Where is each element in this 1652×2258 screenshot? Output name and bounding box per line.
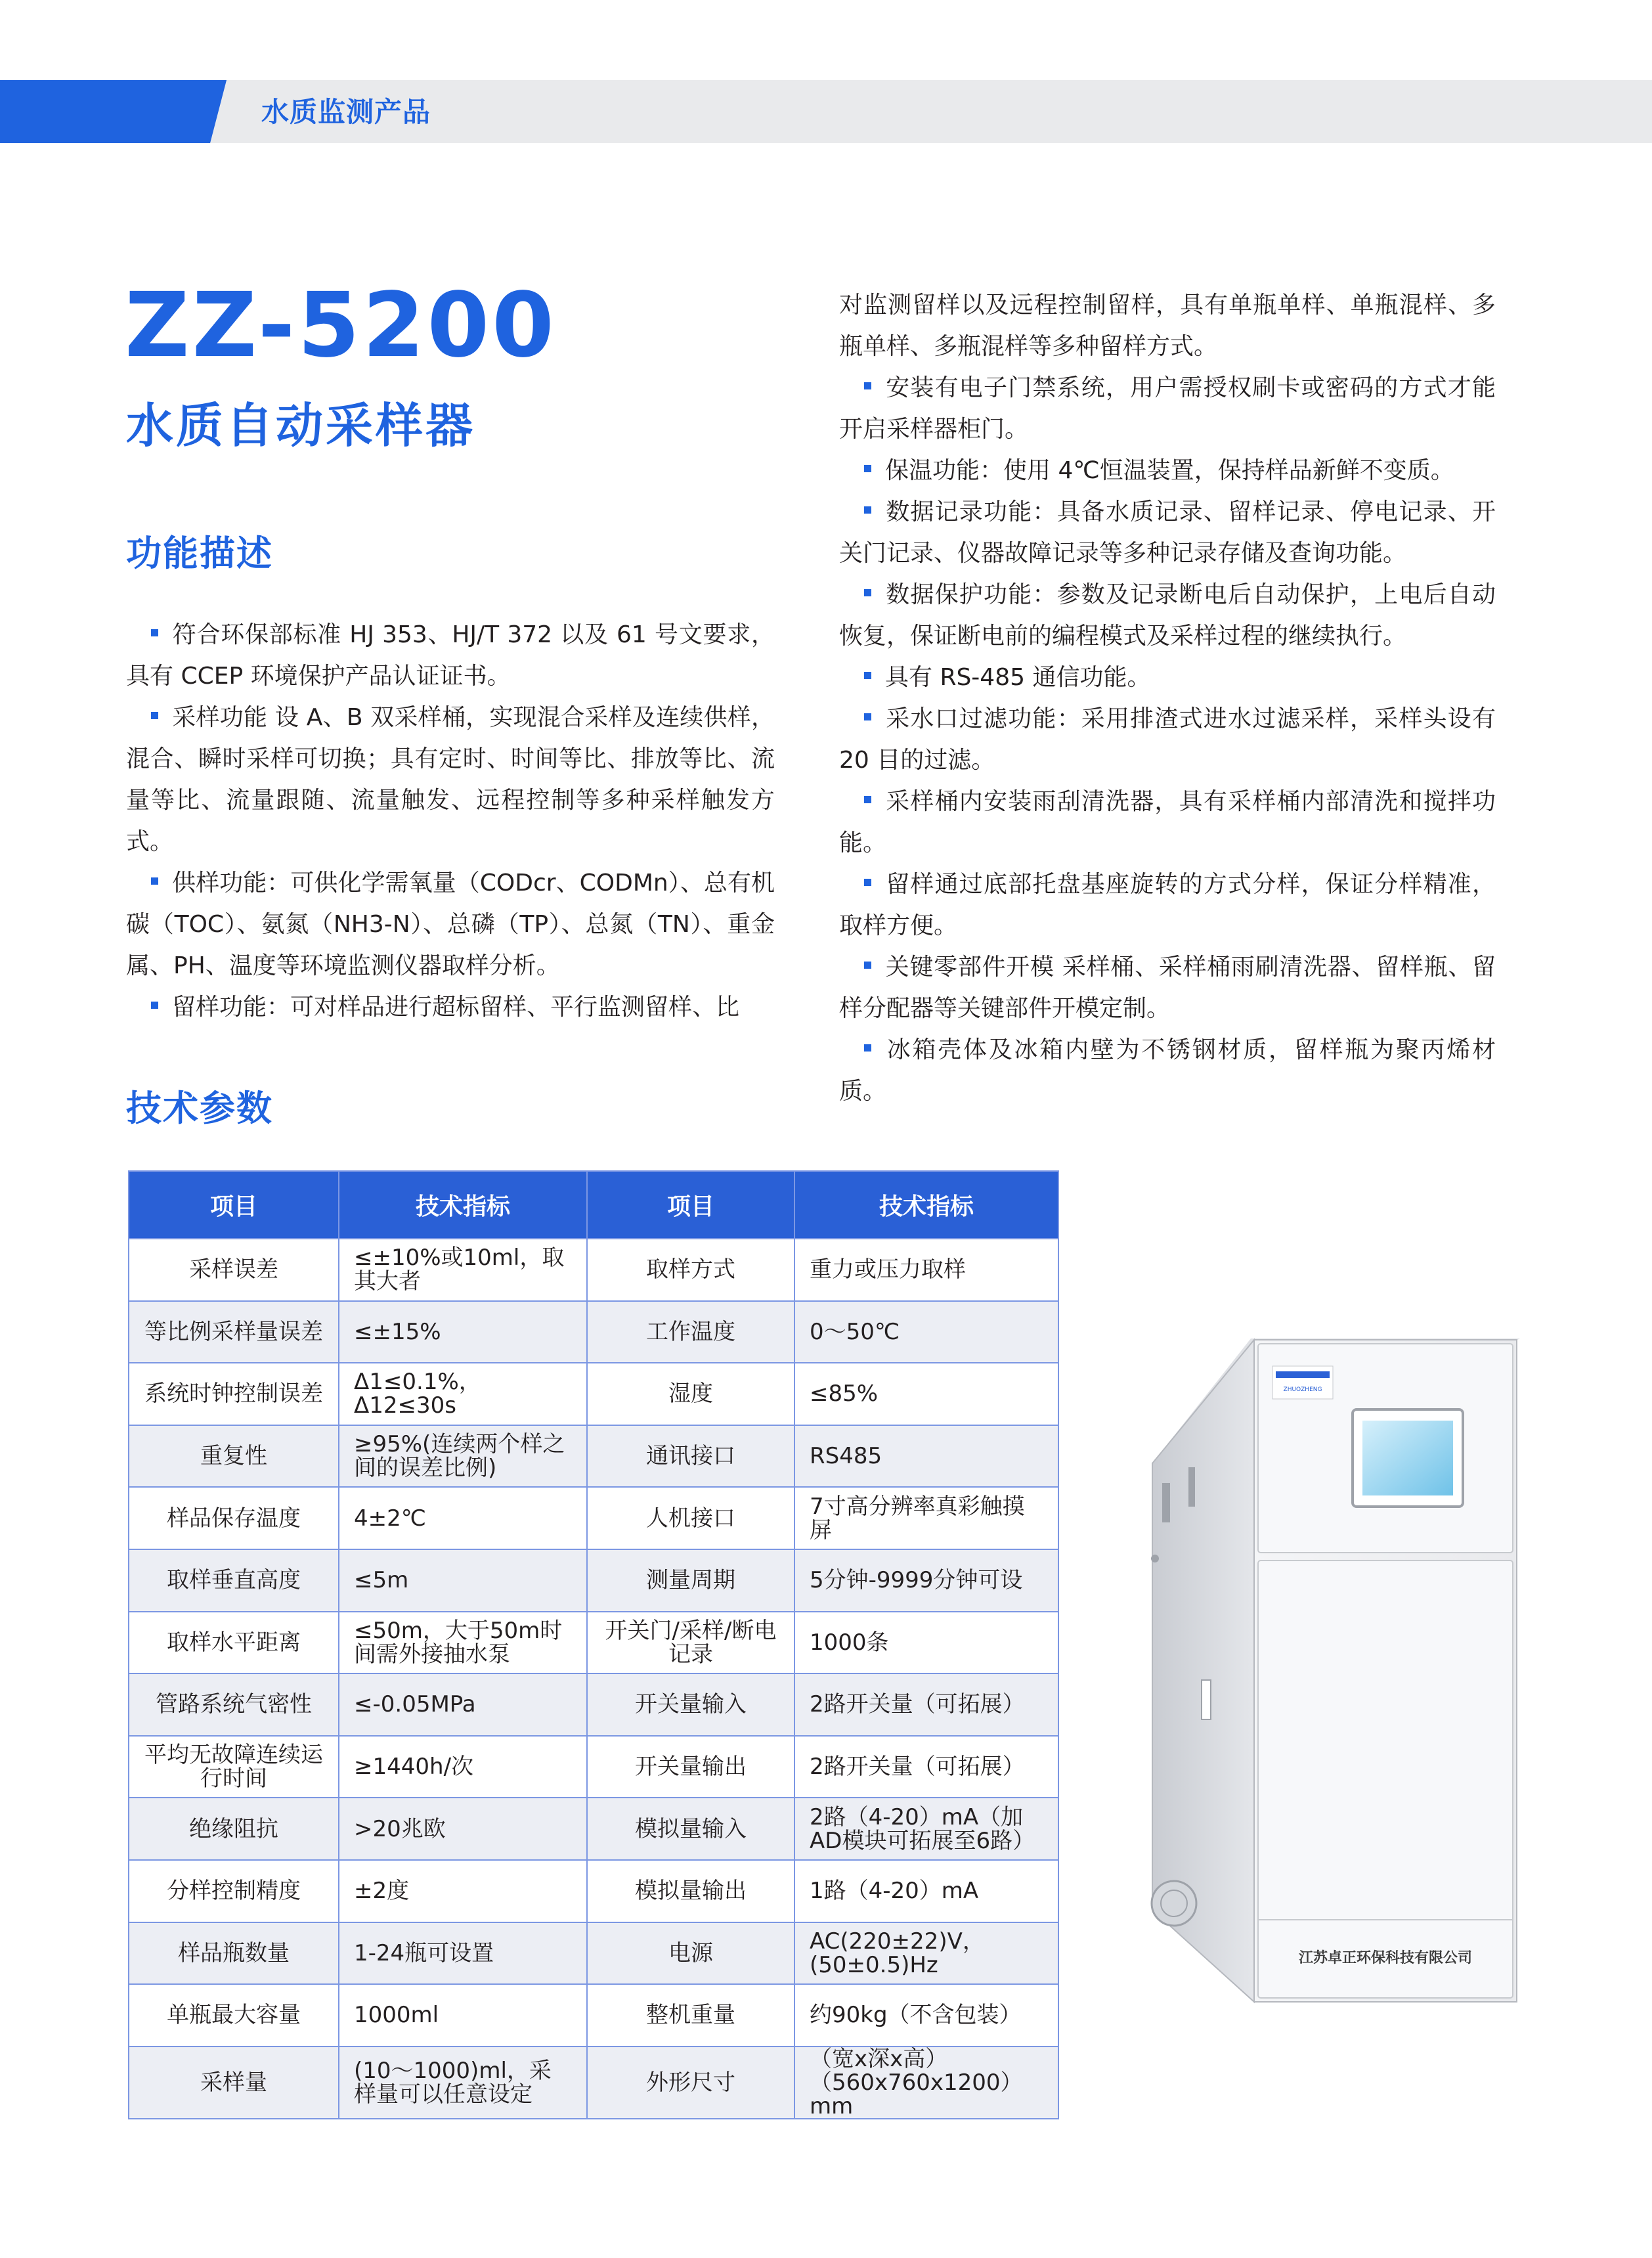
- spec-item-cell: 电源: [587, 1922, 794, 1985]
- table-row: [129, 1736, 1058, 1798]
- spec-value-cell: 7寸高分辨率真彩触摸屏: [794, 1487, 1058, 1549]
- table-row: [129, 1673, 1058, 1736]
- product-model: ZZ-5200: [125, 274, 557, 378]
- spec-table-body: [129, 1239, 1058, 2119]
- header-item: 项目: [587, 1171, 794, 1239]
- header-item: 项目: [129, 1171, 339, 1239]
- spec-value-cell: ≥95%(连续两个样之间的误差比例): [339, 1425, 587, 1488]
- table-row: [129, 1984, 1058, 2047]
- spec-item-cell: 湿度: [587, 1363, 794, 1425]
- spec-item-cell: 单瓶最大容量: [129, 1984, 339, 2047]
- spec-item-cell: 取样方式: [587, 1239, 794, 1301]
- spec-item-cell: 样品保存温度: [129, 1487, 339, 1549]
- table-row: [129, 1798, 1058, 1860]
- feature-text: 安装有电子门禁系统，用户需授权刷卡或密码的方式才能开启采样器柜门。: [839, 374, 1496, 443]
- feature-text: 对监测留样以及远程控制留样，具有单瓶单样、单瓶混样、多瓶单样、多瓶混样等多种留样方式。: [839, 292, 1496, 360]
- spec-item-cell: 整机重量: [587, 1984, 794, 2047]
- spec-value-cell: ≥1440h/次: [339, 1736, 587, 1798]
- feature-paragraph: [839, 698, 1496, 781]
- spec-item-cell: 测量周期: [587, 1549, 794, 1612]
- feature-text: 留样通过底部托盘基座旋转的方式分样，保证分样精准，取样方便。: [839, 871, 1496, 939]
- product-photo: [1142, 1325, 1530, 2015]
- feature-paragraph: [839, 574, 1496, 657]
- bullet-icon: [151, 877, 158, 885]
- spec-value-cell: 4±2℃: [339, 1487, 587, 1549]
- spec-value-cell: >20兆欧: [339, 1798, 587, 1860]
- feature-text: 供样功能：可供化学需氧量（CODcr、CODMn）、总有机碳（TOC）、氨氮（NH3-N）、总磷（TP）、总氮（TN）、重金属、PH、温度等环境监测仪器取样分析。: [126, 870, 775, 979]
- company-label-text: 江苏卓正环保科技有限公司: [1298, 1950, 1473, 1966]
- feature-paragraph: [126, 862, 775, 986]
- spec-item-cell: 管路系统气密性: [129, 1673, 339, 1736]
- feature-text: 数据保护功能：参数及记录断电后自动保护，上电后自动恢复，保证断电前的编程模式及采样过程的继续执行。: [839, 581, 1496, 650]
- bullet-icon: [864, 672, 871, 679]
- spec-value-cell: ≤5m: [339, 1549, 587, 1612]
- feature-paragraph: [839, 450, 1496, 491]
- table-row: [129, 1239, 1058, 1301]
- spec-item-cell: 模拟量输入: [587, 1798, 794, 1860]
- feature-paragraph: [839, 864, 1496, 946]
- spec-value-cell: ≤±10%或10ml，取其大者: [339, 1239, 587, 1301]
- spec-value-cell: ±2度: [339, 1860, 587, 1922]
- header-spec: 技术指标: [794, 1171, 1058, 1239]
- table-row: [129, 2047, 1058, 2119]
- table-row: [129, 1363, 1058, 1425]
- feature-paragraph: [839, 491, 1496, 574]
- table-row: [129, 1549, 1058, 1612]
- feature-paragraph: [839, 1029, 1496, 1112]
- spec-item-cell: 重复性: [129, 1425, 339, 1488]
- table-row: [129, 1425, 1058, 1488]
- spec-item-cell: 人机接口: [587, 1487, 794, 1549]
- spec-item-cell: 工作温度: [587, 1301, 794, 1363]
- screen-badge-text: ZHUOZHENG: [1283, 1386, 1322, 1393]
- spec-value-cell: 1路（4-20）mA: [794, 1860, 1058, 1922]
- bullet-icon: [864, 713, 871, 720]
- feature-text: 采样桶内安装雨刮清洗器，具有采样桶内部清洗和搅拌功能。: [839, 788, 1496, 856]
- spec-item-cell: 通讯接口: [587, 1425, 794, 1488]
- table-header-row: [129, 1171, 1058, 1239]
- bullet-icon: [864, 796, 871, 803]
- spec-section-title: 技术参数: [126, 1088, 273, 1129]
- features-right-column: [839, 284, 1496, 1112]
- header-spec: 技术指标: [339, 1171, 587, 1239]
- feature-text: 保温功能：使用 4℃恒温装置，保持样品新鲜不变质。: [885, 457, 1454, 484]
- spec-item-cell: 取样水平距离: [129, 1612, 339, 1674]
- spec-value-cell: RS485: [794, 1425, 1058, 1488]
- feature-text: 数据记录功能：具备水质记录、留样记录、停电记录、开关门记录、仪器故障记录等多种记录存储及查询功能。: [839, 498, 1496, 567]
- table-row: [129, 1301, 1058, 1363]
- feature-text: 符合环保部标准 HJ 353、HJ/T 372 以及 61 号文要求，具有 CCEP 环境保护产品认证证书。: [126, 621, 775, 690]
- feature-paragraph: [839, 284, 1496, 367]
- table-row: [129, 1487, 1058, 1549]
- spec-item-cell: 外形尺寸: [587, 2047, 794, 2119]
- spec-item-cell: 采样量: [129, 2047, 339, 2119]
- feature-text: 冰箱壳体及冰箱内壁为不锈钢材质，留样瓶为聚丙烯材质。: [839, 1036, 1496, 1105]
- spec-value-cell: 5分钟-9999分钟可设: [794, 1549, 1058, 1612]
- spec-value-cell: ≤-0.05MPa: [339, 1673, 587, 1736]
- spec-value-cell: 1-24瓶可设置: [339, 1922, 587, 1985]
- spec-item-cell: 开关量输入: [587, 1673, 794, 1736]
- function-section-title: 功能描述: [126, 533, 273, 574]
- spec-item-cell: 样品瓶数量: [129, 1922, 339, 1985]
- spec-item-cell: 开关门/采样/断电记录: [587, 1612, 794, 1674]
- header-accent: [0, 80, 227, 143]
- feature-text: 采水口过滤功能：采用排渣式进水过滤采样，采样头设有 20 目的过滤。: [839, 705, 1496, 774]
- feature-paragraph: [839, 657, 1496, 698]
- spec-item-cell: 平均无故障连续运行时间: [129, 1736, 339, 1798]
- spec-table: [128, 1170, 1059, 2119]
- category-title: 水质监测产品: [261, 96, 431, 128]
- feature-text: 具有 RS-485 通信功能。: [885, 664, 1151, 691]
- spec-value-cell: （宽x深x高）（560x760x1200）mm: [794, 2047, 1058, 2119]
- feature-paragraph: [839, 946, 1496, 1029]
- spec-item-cell: 采样误差: [129, 1239, 339, 1301]
- feature-paragraph: [839, 367, 1496, 450]
- feature-paragraph: [126, 614, 775, 697]
- spec-value-cell: ≤85%: [794, 1363, 1058, 1425]
- spec-item-cell: 分样控制精度: [129, 1860, 339, 1922]
- bullet-icon: [151, 629, 158, 636]
- spec-value-cell: 0～50℃: [794, 1301, 1058, 1363]
- bullet-icon: [864, 382, 871, 389]
- bullet-icon: [151, 712, 158, 719]
- bullet-icon: [864, 506, 871, 514]
- spec-value-cell: 2路开关量（可拓展）: [794, 1736, 1058, 1798]
- bullet-icon: [864, 962, 871, 969]
- header-band: [0, 80, 1652, 143]
- spec-value-cell: 1000ml: [339, 1984, 587, 2047]
- spec-value-cell: ≤±15%: [339, 1301, 587, 1363]
- bullet-icon: [151, 1002, 158, 1009]
- bullet-icon: [864, 879, 871, 886]
- bullet-icon: [864, 1044, 871, 1052]
- spec-value-cell: 1000条: [794, 1612, 1058, 1674]
- spec-value-cell: (10～1000)ml，采样量可以任意设定: [339, 2047, 587, 2119]
- spec-value-cell: AC(220±22)V，(50±0.5)Hz: [794, 1922, 1058, 1985]
- feature-paragraph: [126, 986, 775, 1028]
- spec-item-cell: 开关量输出: [587, 1736, 794, 1798]
- spec-item-cell: 绝缘阻抗: [129, 1798, 339, 1860]
- bullet-icon: [864, 465, 871, 472]
- bullet-icon: [864, 589, 871, 596]
- spec-item-cell: 系统时钟控制误差: [129, 1363, 339, 1425]
- features-left-column: [126, 614, 775, 1028]
- spec-item-cell: 等比例采样量误差: [129, 1301, 339, 1363]
- table-row: [129, 1612, 1058, 1674]
- feature-text: 采样功能 设 A、B 双采样桶，实现混合采样及连续供样，混合、瞬时采样可切换；具有定时、时间等比、排放等比、流量等比、流量跟随、流量触发、远程控制等多种采样触发方式。: [126, 704, 775, 855]
- spec-value-cell: 2路（4-20）mA（加AD模块可拓展至6路）: [794, 1798, 1058, 1860]
- feature-text: 留样功能：可对样品进行超标留样、平行监测留样、比: [172, 994, 740, 1021]
- feature-paragraph: [126, 697, 775, 862]
- product-name: 水质自动采样器: [126, 398, 476, 453]
- spec-value-cell: 2路开关量（可拓展）: [794, 1673, 1058, 1736]
- spec-value-cell: 约90kg（不含包装）: [794, 1984, 1058, 2047]
- spec-value-cell: ≤50m，大于50m时间需外接抽水泵: [339, 1612, 587, 1674]
- spec-value-cell: Δ1≤0.1%，Δ12≤30s: [339, 1363, 587, 1425]
- spec-item-cell: 模拟量输出: [587, 1860, 794, 1922]
- feature-paragraph: [839, 781, 1496, 864]
- feature-text: 关键零部件开模 采样桶、采样桶雨刷清洗器、留样瓶、留样分配器等关键部件开模定制。: [839, 954, 1496, 1022]
- spec-value-cell: 重力或压力取样: [794, 1239, 1058, 1301]
- spec-item-cell: 取样垂直高度: [129, 1549, 339, 1612]
- table-row: [129, 1860, 1058, 1922]
- table-row: [129, 1922, 1058, 1985]
